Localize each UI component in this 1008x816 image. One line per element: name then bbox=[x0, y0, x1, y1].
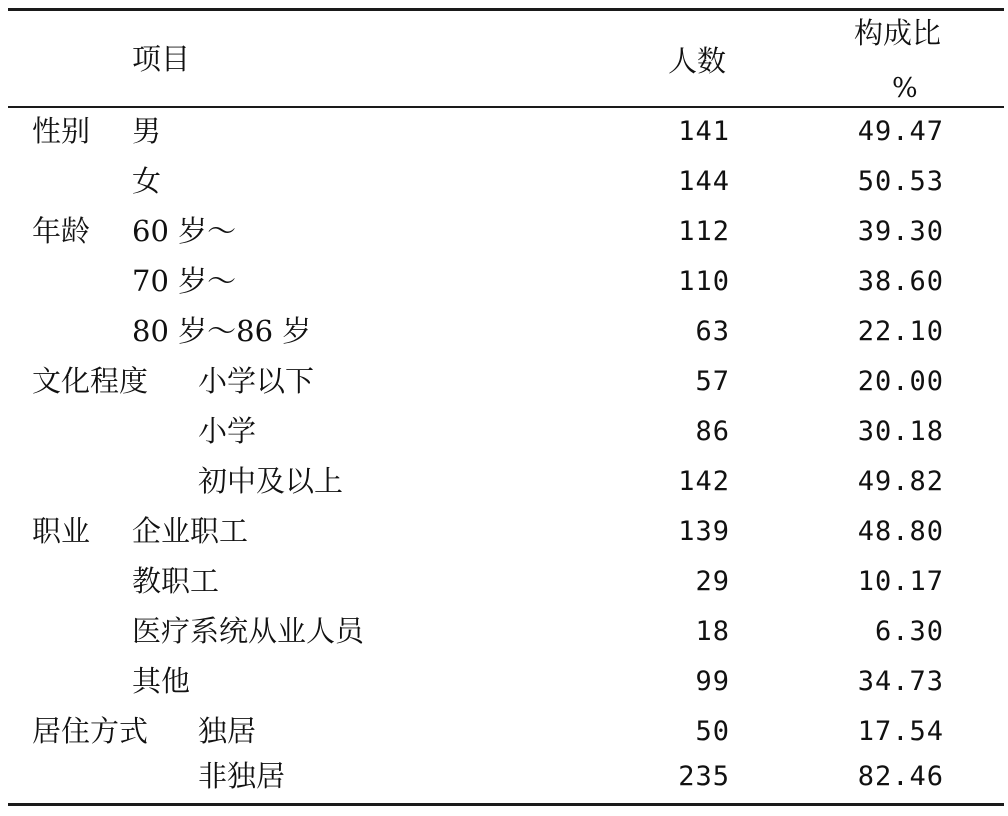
header-ratio-unit: % bbox=[892, 73, 918, 104]
row-ratio: 30.18 bbox=[857, 416, 944, 447]
row-subcategory: 企业职工 bbox=[132, 514, 249, 548]
row-ratio: 38.60 bbox=[857, 266, 944, 297]
row-subcategory: 小学以下 bbox=[198, 364, 315, 398]
table-row bbox=[8, 658, 1004, 708]
row-ratio: 34.73 bbox=[857, 666, 944, 697]
row-count: 57 bbox=[695, 366, 730, 397]
table-row bbox=[8, 308, 1004, 358]
row-count: 144 bbox=[678, 166, 730, 197]
row-category: 性别 bbox=[32, 114, 91, 148]
header-ratio: 构成比 bbox=[854, 16, 942, 50]
row-ratio: 49.47 bbox=[857, 116, 944, 147]
row-ratio: 6.30 bbox=[874, 616, 944, 647]
row-count: 141 bbox=[678, 116, 730, 147]
row-subcategory: 非独居 bbox=[198, 759, 286, 793]
row-count: 29 bbox=[695, 566, 730, 597]
table-row bbox=[8, 208, 1004, 258]
row-ratio: 17.54 bbox=[857, 716, 944, 747]
row-subcategory: 70 岁～ bbox=[132, 264, 237, 298]
row-subcategory: 独居 bbox=[198, 714, 257, 748]
row-subcategory: 其他 bbox=[132, 664, 191, 698]
row-count: 110 bbox=[678, 266, 730, 297]
row-count: 235 bbox=[678, 761, 730, 792]
row-count: 63 bbox=[695, 316, 730, 347]
row-subcategory: 医疗系统从业人员 bbox=[132, 614, 365, 648]
row-subcategory: 小学 bbox=[198, 414, 257, 448]
table-row bbox=[8, 508, 1004, 558]
row-subcategory: 80 岁～86 岁 bbox=[132, 314, 312, 348]
table-row bbox=[8, 558, 1004, 608]
row-subcategory: 男 bbox=[132, 114, 162, 148]
table-bottom-rule bbox=[8, 803, 1004, 806]
row-ratio: 10.17 bbox=[857, 566, 944, 597]
row-ratio: 48.80 bbox=[857, 516, 944, 547]
table-row bbox=[8, 258, 1004, 308]
header-count: 人数 bbox=[668, 44, 727, 78]
row-subcategory: 教职工 bbox=[132, 564, 220, 598]
row-count: 86 bbox=[695, 416, 730, 447]
row-category: 职业 bbox=[32, 514, 91, 548]
row-count: 142 bbox=[678, 466, 730, 497]
row-count: 18 bbox=[695, 616, 730, 647]
row-ratio: 49.82 bbox=[857, 466, 944, 497]
row-category: 年龄 bbox=[32, 214, 91, 248]
row-ratio: 22.10 bbox=[857, 316, 944, 347]
table-row bbox=[8, 358, 1004, 408]
row-ratio: 50.53 bbox=[857, 166, 944, 197]
row-ratio: 82.46 bbox=[857, 761, 944, 792]
row-count: 112 bbox=[678, 216, 730, 247]
row-count: 139 bbox=[678, 516, 730, 547]
row-ratio: 20.00 bbox=[857, 366, 944, 397]
row-category: 文化程度 bbox=[32, 364, 149, 398]
table-top-rule bbox=[8, 8, 1004, 11]
row-count: 50 bbox=[695, 716, 730, 747]
table-row bbox=[8, 708, 1004, 758]
table-row bbox=[8, 458, 1004, 508]
row-category: 居住方式 bbox=[32, 714, 149, 748]
row-subcategory: 初中及以上 bbox=[198, 464, 344, 498]
table-row bbox=[8, 753, 1004, 803]
row-subcategory: 女 bbox=[132, 164, 162, 198]
demographics-table bbox=[8, 8, 1004, 806]
row-ratio: 39.30 bbox=[857, 216, 944, 247]
row-subcategory: 60 岁～ bbox=[132, 214, 237, 248]
row-count: 99 bbox=[695, 666, 730, 697]
table-row bbox=[8, 408, 1004, 458]
table-row bbox=[8, 608, 1004, 658]
header-item: 项目 bbox=[132, 42, 191, 76]
table-row bbox=[8, 108, 1004, 158]
table-row bbox=[8, 158, 1004, 208]
